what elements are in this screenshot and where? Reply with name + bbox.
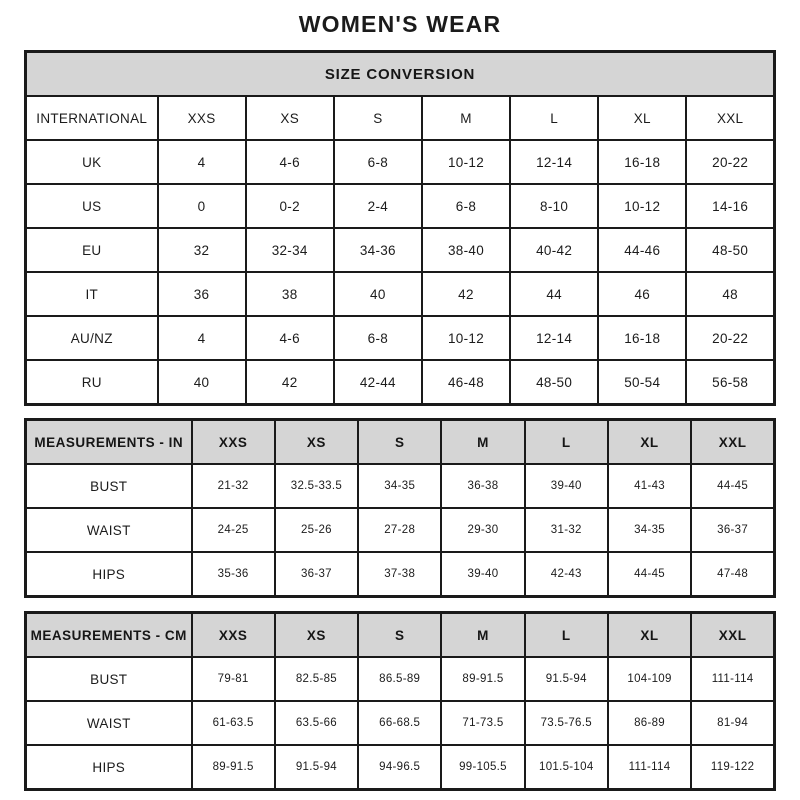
size-cell: 10-12 bbox=[422, 140, 510, 184]
size-cell: 42 bbox=[422, 272, 510, 316]
column-header-xxs: XXS bbox=[192, 613, 275, 658]
measurement-cell: 91.5-94 bbox=[275, 745, 358, 790]
size-cell: 12-14 bbox=[510, 140, 598, 184]
measurement-cell: 89-91.5 bbox=[192, 745, 275, 790]
size-cell: 42-44 bbox=[334, 360, 422, 405]
column-header-xl: XL bbox=[608, 420, 691, 465]
size-cell: 10-12 bbox=[422, 316, 510, 360]
column-header-m: M bbox=[441, 613, 524, 658]
measurement-cell: 73.5-76.5 bbox=[525, 701, 608, 745]
column-header-l: L bbox=[525, 613, 608, 658]
measurement-cell: 94-96.5 bbox=[358, 745, 441, 790]
size-cell: 6-8 bbox=[422, 184, 510, 228]
table-row-hips-in bbox=[26, 552, 775, 597]
measurement-cell: 89-91.5 bbox=[441, 657, 524, 701]
size-cell: 14-16 bbox=[686, 184, 774, 228]
size-conversion-title: SIZE CONVERSION bbox=[26, 52, 775, 97]
size-cell: 20-22 bbox=[686, 316, 774, 360]
measurement-cell: 104-109 bbox=[608, 657, 691, 701]
measurements-in-title: MEASUREMENTS - IN bbox=[26, 420, 192, 465]
measurement-cell: 63.5-66 bbox=[275, 701, 358, 745]
table-row-us bbox=[26, 184, 775, 228]
measurement-cell: 71-73.5 bbox=[441, 701, 524, 745]
table-row-waist-in bbox=[26, 508, 775, 552]
table-row-uk bbox=[26, 140, 775, 184]
table-row bbox=[26, 613, 775, 658]
size-cell: 56-58 bbox=[686, 360, 774, 405]
size-cell: 32-34 bbox=[246, 228, 334, 272]
row-label: BUST bbox=[26, 464, 192, 508]
size-cell: 16-18 bbox=[598, 140, 686, 184]
size-cell: 34-36 bbox=[334, 228, 422, 272]
size-cell: 40 bbox=[334, 272, 422, 316]
table-row-waist-cm bbox=[26, 701, 775, 745]
size-cell: 46-48 bbox=[422, 360, 510, 405]
size-cell: 4 bbox=[158, 140, 246, 184]
measurements-cm-title: MEASUREMENTS - CM bbox=[26, 613, 192, 658]
measurement-cell: 101.5-104 bbox=[525, 745, 608, 790]
size-cell: 6-8 bbox=[334, 316, 422, 360]
size-cell: 4 bbox=[158, 316, 246, 360]
measurement-cell: 82.5-85 bbox=[275, 657, 358, 701]
measurement-cell: 21-32 bbox=[192, 464, 275, 508]
measurement-cell: 41-43 bbox=[608, 464, 691, 508]
row-label: US bbox=[26, 184, 158, 228]
table-row bbox=[26, 96, 775, 140]
measurement-cell: 37-38 bbox=[358, 552, 441, 597]
measurement-cell: 86.5-89 bbox=[358, 657, 441, 701]
column-header-l: L bbox=[525, 420, 608, 465]
size-cell: 0-2 bbox=[246, 184, 334, 228]
measurement-cell: 66-68.5 bbox=[358, 701, 441, 745]
measurement-cell: 61-63.5 bbox=[192, 701, 275, 745]
size-cell: 4-6 bbox=[246, 316, 334, 360]
measurement-cell: 81-94 bbox=[691, 701, 774, 745]
column-header-s: S bbox=[358, 420, 441, 465]
measurements-cm-table bbox=[24, 611, 776, 791]
size-cell: 2-4 bbox=[334, 184, 422, 228]
table-row bbox=[26, 52, 775, 97]
size-cell: 50-54 bbox=[598, 360, 686, 405]
measurement-cell: 47-48 bbox=[691, 552, 774, 597]
size-cell: 8-10 bbox=[510, 184, 598, 228]
column-header-s: S bbox=[358, 613, 441, 658]
measurement-cell: 36-37 bbox=[275, 552, 358, 597]
size-conversion-table bbox=[24, 50, 776, 406]
row-label: RU bbox=[26, 360, 158, 405]
measurement-cell: 36-38 bbox=[441, 464, 524, 508]
column-header-m: M bbox=[441, 420, 524, 465]
row-label: UK bbox=[26, 140, 158, 184]
column-header-l: L bbox=[510, 96, 598, 140]
size-cell: 20-22 bbox=[686, 140, 774, 184]
row-label: WAIST bbox=[26, 701, 192, 745]
row-label: HIPS bbox=[26, 552, 192, 597]
measurement-cell: 34-35 bbox=[358, 464, 441, 508]
measurement-cell: 25-26 bbox=[275, 508, 358, 552]
measurement-cell: 119-122 bbox=[691, 745, 774, 790]
measurement-cell: 39-40 bbox=[441, 552, 524, 597]
size-cell: 40 bbox=[158, 360, 246, 405]
table-row-eu bbox=[26, 228, 775, 272]
column-header-xxl: XXL bbox=[691, 420, 774, 465]
size-cell: 32 bbox=[158, 228, 246, 272]
measurement-cell: 99-105.5 bbox=[441, 745, 524, 790]
size-cell: 36 bbox=[158, 272, 246, 316]
size-cell: 4-6 bbox=[246, 140, 334, 184]
table-row bbox=[26, 420, 775, 465]
size-cell: 10-12 bbox=[598, 184, 686, 228]
measurement-cell: 34-35 bbox=[608, 508, 691, 552]
measurement-cell: 44-45 bbox=[608, 552, 691, 597]
page-title: WOMEN'S WEAR bbox=[298, 11, 502, 37]
measurement-cell: 31-32 bbox=[525, 508, 608, 552]
measurement-cell: 36-37 bbox=[691, 508, 774, 552]
column-header-xl: XL bbox=[608, 613, 691, 658]
measurement-cell: 24-25 bbox=[192, 508, 275, 552]
measurement-cell: 111-114 bbox=[608, 745, 691, 790]
row-label: IT bbox=[26, 272, 158, 316]
column-header-s: S bbox=[334, 96, 422, 140]
measurement-cell: 39-40 bbox=[525, 464, 608, 508]
size-cell: 38-40 bbox=[422, 228, 510, 272]
measurement-cell: 27-28 bbox=[358, 508, 441, 552]
size-cell: 44-46 bbox=[598, 228, 686, 272]
table-row-aunz bbox=[26, 316, 775, 360]
measurement-cell: 29-30 bbox=[441, 508, 524, 552]
measurement-cell: 86-89 bbox=[608, 701, 691, 745]
size-cell: 46 bbox=[598, 272, 686, 316]
column-header-m: M bbox=[422, 96, 510, 140]
measurement-cell: 91.5-94 bbox=[525, 657, 608, 701]
column-header-xxs: XXS bbox=[192, 420, 275, 465]
size-cell: 48-50 bbox=[510, 360, 598, 405]
column-header-xs: XS bbox=[275, 420, 358, 465]
column-header-xxl: XXL bbox=[691, 613, 774, 658]
row-label: EU bbox=[26, 228, 158, 272]
column-header-xxs: XXS bbox=[158, 96, 246, 140]
measurement-cell: 44-45 bbox=[691, 464, 774, 508]
measurement-cell: 35-36 bbox=[192, 552, 275, 597]
column-header-international: INTERNATIONAL bbox=[26, 96, 158, 140]
row-label: WAIST bbox=[26, 508, 192, 552]
table-row-bust-cm bbox=[26, 657, 775, 701]
size-cell: 44 bbox=[510, 272, 598, 316]
row-label: AU/NZ bbox=[26, 316, 158, 360]
column-header-xs: XS bbox=[275, 613, 358, 658]
measurements-in-table bbox=[24, 418, 776, 598]
column-header-xxl: XXL bbox=[686, 96, 774, 140]
column-header-xs: XS bbox=[246, 96, 334, 140]
column-header-xl: XL bbox=[598, 96, 686, 140]
row-label: BUST bbox=[26, 657, 192, 701]
size-cell: 38 bbox=[246, 272, 334, 316]
size-cell: 40-42 bbox=[510, 228, 598, 272]
size-cell: 0 bbox=[158, 184, 246, 228]
size-cell: 6-8 bbox=[334, 140, 422, 184]
table-row-hips-cm bbox=[26, 745, 775, 790]
size-cell: 48 bbox=[686, 272, 774, 316]
measurement-cell: 42-43 bbox=[525, 552, 608, 597]
size-cell: 12-14 bbox=[510, 316, 598, 360]
table-row-ru bbox=[26, 360, 775, 405]
row-label: HIPS bbox=[26, 745, 192, 790]
size-cell: 16-18 bbox=[598, 316, 686, 360]
measurement-cell: 111-114 bbox=[691, 657, 774, 701]
size-cell: 42 bbox=[246, 360, 334, 405]
measurement-cell: 79-81 bbox=[192, 657, 275, 701]
table-row-it bbox=[26, 272, 775, 316]
measurement-cell: 32.5-33.5 bbox=[275, 464, 358, 508]
size-cell: 48-50 bbox=[686, 228, 774, 272]
table-row-bust-in bbox=[26, 464, 775, 508]
